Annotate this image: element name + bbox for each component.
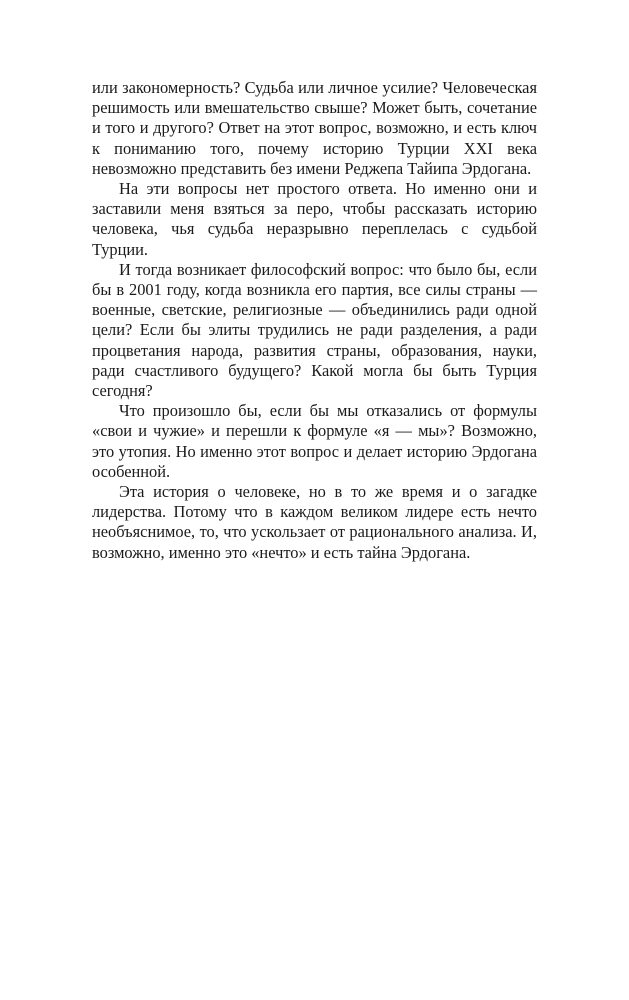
paragraph-continued: или закономерность? Судьба или личное усилие? Человеческая решимость или вмешательство свыше? Может быть, сочетание и того и другого? Ответ на этот вопрос, возможно, и есть ключ к пониманию того, почему историю Турции XXI века невозможно представить без имени Реджепа Тайипа Эрдогана. xyxy=(92,78,537,178)
paragraph: Эта история о человеке, но в то же время и о загадке лидерства. Потому что в каждом великом лидере есть нечто необъяснимое, то, что ускользает от рационального анализа. И, возможно, именно это «нечто» и есть тайна Эрдогана. xyxy=(92,482,537,562)
paragraph: И тогда возникает философский вопрос: что было бы, если бы в 2001 году, когда возникла его партия, все силы страны — военные, светские, религиозные — объединились ради одной цели? Если бы элиты трудились не ради разделения, а ради процветания народа, развития страны, образования, науки, ради счастливого будущего? Какой могла бы быть Турция сегодня? xyxy=(92,259,537,401)
body-text xyxy=(92,78,537,563)
paragraph: На эти вопросы нет простого ответа. Но именно они и заставили меня взяться за перо, чтобы рассказать историю человека, чья судьба неразрывно переплелась с судьбой Турции. xyxy=(92,179,537,259)
paragraph: Что произошло бы, если бы мы отказались от формулы «свои и чужие» и перешли к формуле «я — мы»? Возможно, это утопия. Но именно этот вопрос и делает историю Эрдогана особенной. xyxy=(92,401,537,481)
